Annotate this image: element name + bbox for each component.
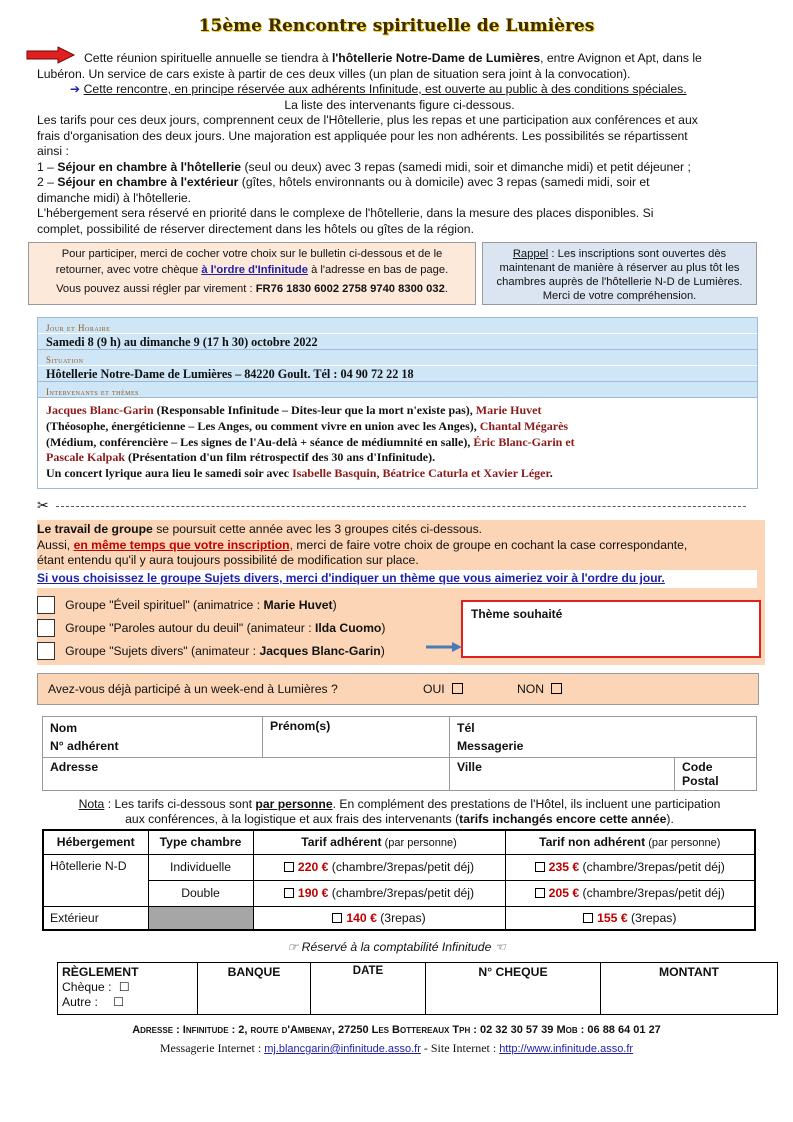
tarifs-table: Hébergement Type chambre Tarif adhérent (par personne) Tarif non adhérent (par personne) Hôtellerie N-D Individuelle 220 € (chambre/3repas/petit déj) 235 € (chambre/3repas/petit déj) Double 190 € (chambre/3repas/petit déj) 205 € (chambre/3repas/petit déj) Extérieur 140 € (3repas) 155 € (3repas) — [42, 829, 756, 931]
compta-note: ☞ Réservé à la comptabilité Infinitude ☜ — [287, 940, 506, 954]
reglement-table: RÈGLEMENT Chèque : ☐ Autre : ☐ BANQUE DATE N° CHEQUE MONTANT — [57, 962, 778, 1015]
price-option[interactable]: 190 € (chambre/3repas/petit déj) — [253, 880, 505, 906]
scissors-icon: ✂ — [37, 497, 49, 513]
price-option[interactable]: 140 € (3repas) — [253, 906, 505, 930]
checkbox[interactable] — [37, 596, 55, 614]
theme-label: Thème souhaité — [471, 607, 563, 621]
price-option[interactable]: 155 € (3repas) — [505, 906, 755, 930]
ville-field[interactable]: Ville — [450, 758, 675, 791]
participate-box: Pour participer, merci de cocher votre choix sur le bulletin ci-dessous et de le retourner, avec votre chèque à l'ordre d'Infinitude à l'adresse en bas de page. Vous pouvez aussi régler par virement : FR76 1830 6002 2758 9740 8300 032. — [28, 242, 476, 305]
schedule-value: Samedi 8 (9 h) au dimanche 9 (17 h 30) octobre 2022 — [38, 334, 757, 350]
group-options — [37, 594, 385, 663]
tel-field[interactable]: Tél Messagerie — [450, 717, 757, 758]
hand-right-icon: ☞ — [287, 940, 299, 954]
speakers-list: Jacques Blanc-Garin (Responsable Infinitude – Dites-leur que la mort n'existe pas), Marie Huvet (Théosophe, énergéticienne – Les Anges, ou comment vivre en union avec les Anges), Chantal Mégarès (Médium, conférencière – Les signes de l'Au-delà + séance de médiumnité en salle), Éric Blanc-Garin et Pascale Kalpak (Présentation d'un film rétrospectif des 30 ans d'Infinitude). Un concert lyrique aura lieu le samedi soir avec Isabelle Basquin, Béatrice Caturla et Xavier Léger. — [46, 403, 575, 481]
nom-field[interactable]: Nom N° adhérent — [43, 717, 263, 758]
participated-box: Avez-vous déjà participé à un week-end à Lumières ? OUI NON — [37, 673, 759, 705]
theme-input[interactable] — [461, 600, 761, 658]
theme-instruction: Si vous choisissez le groupe Sujets divers, merci d'indiquer un thème que vous aimeriez voir à l'ordre du jour. — [37, 570, 757, 588]
page-title: 15ème Rencontre spirituelle de Lumières — [198, 16, 595, 36]
group-section: Le travail de groupe se poursuit cette année avec les 3 groupes cités ci-dessous. Aussi, en même temps que votre inscription, merci de faire votre choix de groupe en cochant la case correspondante, étant entendu qu'il y aura toujours possibilité de modification sur place. — [37, 520, 765, 665]
code-postal-field[interactable]: Code Postal — [675, 758, 757, 791]
website-link[interactable]: http://www.infinitude.asso.fr — [499, 1043, 634, 1055]
group-option-divers[interactable]: Groupe "Sujets divers" (animateur : Jacques Blanc-Garin) — [37, 640, 385, 663]
price-option[interactable]: 235 € (chambre/3repas/petit déj) — [505, 854, 755, 880]
info-block — [37, 317, 758, 489]
prenom-field[interactable]: Prénom(s) — [263, 717, 450, 758]
footer-address: Adresse : Infinitude : 2, route d'Ambenay, 27250 Les Bottereaux Tph : 02 32 30 57 39 Mob : 06 88 64 01 27 — [132, 1024, 661, 1036]
group-option-eveil[interactable]: Groupe "Éveil spirituel" (animatrice : Marie Huvet) — [37, 594, 385, 617]
checkbox[interactable] — [37, 619, 55, 637]
schedule-heading: Jour et Horaire — [46, 323, 111, 333]
arrow-bullet-icon: ➔ — [70, 82, 81, 96]
checkbox[interactable] — [37, 642, 55, 660]
email-link[interactable]: mj.blancgarin@infinitude.asso.fr — [264, 1043, 421, 1055]
cut-line — [56, 506, 746, 507]
rappel-box: Rappel : Les inscriptions sont ouvertes dès maintenant de manière à réserver au plus tôt les chambres auprès de l'hôtellerie N-D de Lumières. Merci de votre compréhension. — [482, 242, 757, 305]
location-value: Hôtellerie Notre-Dame de Lumières – 84220 Goult. Tél : 04 90 72 22 18 — [38, 366, 757, 382]
hand-left-icon: ☜ — [494, 940, 506, 954]
order-link: à l'ordre d'Infinitude — [201, 264, 308, 276]
location-heading: Situation — [46, 355, 84, 365]
intro-text: Cette réunion spirituelle annuelle se tiendra à l'hôtellerie Notre-Dame de Lumières, entre Avignon et Apt, dans le Lubéron. Un service de cars existe à partir de ces deux villes (un plan de situation sera joint à la convocation). ➔ Cette rencontre, en principe réservée aux adhérents Infinitude, est ouverte au public à des conditions spéciales. La liste des intervenants figure ci-dessous. Les tarifs pour ces deux jours, comprennent ceux de l'Hôtellerie, plus les repas et une participation aux conférences et aux frais d'organisation des deux jours. Une majoration est appliquée pour les non adhérents. Les possibilités se répartissent ainsi : 1 – Séjour en chambre à l'hôtellerie (seul ou deux) avec 3 repas (samedi midi, soir et dimanche midi) et petit déjeuner ; 2 – Séjour en chambre à l'extérieur (gîtes, hôtels environnants ou à domicile) avec 3 repas (samedi midi, soir et dimanche midi) à l'hôtellerie. L'hébergement sera réservé en priorité dans le complexe de l'hôtellerie, dans la mesure des places disponibles. Si complet, possibilité de réserver directement dans les hôtels ou gîtes de la région. — [37, 51, 702, 236]
adresse-field[interactable]: Adresse — [43, 758, 450, 791]
identity-table — [42, 716, 757, 791]
non-checkbox[interactable] — [551, 683, 562, 694]
group-option-deuil[interactable]: Groupe "Paroles autour du deuil" (animateur : Ilda Cuomo) — [37, 617, 385, 640]
oui-checkbox[interactable] — [452, 683, 463, 694]
arrow-pointer-icon — [424, 641, 464, 653]
speakers-heading: Intervenants et thèmes — [46, 387, 140, 397]
price-option[interactable]: 205 € (chambre/3repas/petit déj) — [505, 880, 755, 906]
tarif-note: Nota : Les tarifs ci-dessous sont par personne. En complément des prestations de l'Hôtel, ils incluent une participation aux conférences, à la logistique et aux frais des intervenants (tarifs inchangés encore cette année). — [78, 797, 721, 826]
price-option[interactable]: 220 € (chambre/3repas/petit déj) — [253, 854, 505, 880]
footer-contact: Messagerie Internet : mj.blancgarin@infinitude.asso.fr - Site Internet : http://www.infinitude.asso.fr — [159, 1041, 634, 1055]
